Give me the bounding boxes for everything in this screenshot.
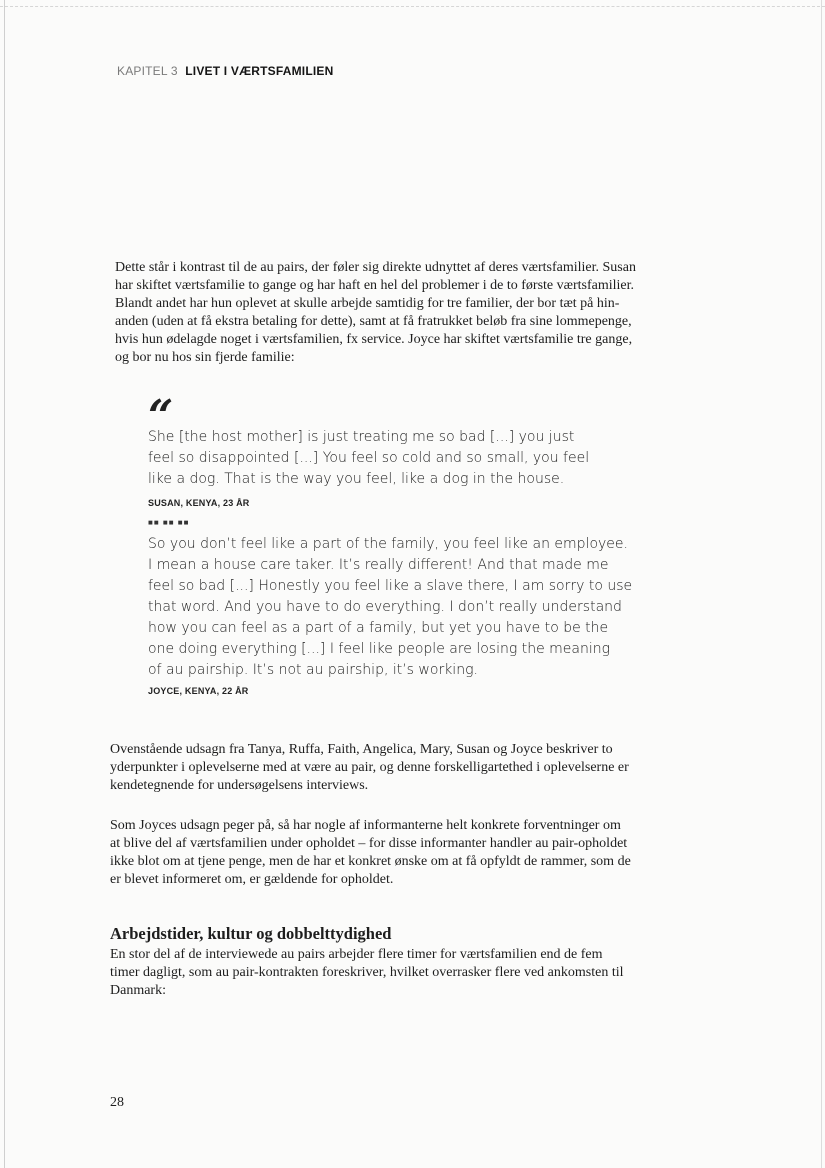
quote-susan <box>148 427 628 490</box>
text-line: at blive del af værtsfamilien under opholdet – for disse informanter handler au pair-opholdet <box>110 836 628 851</box>
text-line: kendetegnende for undersøgelsens interviews. <box>110 778 369 793</box>
intro-paragraph <box>115 259 697 367</box>
text-line: timer dagligt, som au pair-kontrakten foreskriver, hvilket overrasker flere ved ankomsten til <box>110 965 624 980</box>
paragraph-working-hours <box>110 946 692 1000</box>
scan-border-right <box>821 0 822 1168</box>
quote-separator: ■■ ■■ ■■ <box>148 518 190 527</box>
quote-attribution-joyce: JOYCE, KENYA, 22 ÅR <box>148 686 249 696</box>
text-line: Som Joyces udsagn peger på, så har nogle af informanterne helt konkrete forventninger om <box>110 818 621 833</box>
quote-line: feel so bad [...] Honestly you feel like a slave there, I am sorry to use <box>148 578 633 594</box>
text-line: yderpunkter i oplevelserne med at være au pair, og denne forskelligartethed i oplevelserne er <box>110 760 629 775</box>
quote-line: feel so disappointed [...] You feel so cold and so small, you feel <box>148 450 590 466</box>
text-line: En stor del af de interviewede au pairs arbejder flere timer for værtsfamilien end de fem <box>110 947 603 962</box>
quote-attribution-susan: SUSAN, KENYA, 23 ÅR <box>148 498 250 508</box>
text-line: og bor nu hos sin fjerde familie: <box>115 350 295 365</box>
text-line: har skiftet værtsfamilie to gange og har haft en hel del problemer i de to første værtsfamilier. <box>115 278 635 293</box>
paragraph-summary <box>110 741 692 795</box>
quote-joyce <box>148 534 633 681</box>
quote-line: I mean a house care taker. It’s really different! And that made me <box>148 557 609 573</box>
quote-line: So you don’t feel like a part of the family, you feel like an employee. <box>148 536 628 552</box>
page-number: 28 <box>110 1095 124 1110</box>
scan-border-left <box>4 0 5 1168</box>
text-line: Blandt andet har hun oplevet at skulle arbejde samtidig for tre familier, der bor tæt på hin- <box>115 296 620 311</box>
quote-line: that word. And you have to do everything. I don’t really understand <box>148 599 622 615</box>
quote-line: like a dog. That is the way you feel, like a dog in the house. <box>148 471 565 487</box>
text-line: Danmark: <box>110 983 166 998</box>
quote-line: how you can feel as a part of a family, but yet you have to be the <box>148 620 609 636</box>
running-header <box>117 64 333 78</box>
quote-mark-icon: “ <box>148 391 174 442</box>
text-line: Ovenstående udsagn fra Tanya, Ruffa, Faith, Angelica, Mary, Susan og Joyce beskriver to <box>110 742 613 757</box>
quote-line: of au pairship. It’s not au pairship, it’s working. <box>148 662 478 678</box>
chapter-title: LIVET I VÆRTSFAMILIEN <box>185 64 334 78</box>
quote-line: one doing everything [...] I feel like people are losing the meaning <box>148 641 610 657</box>
chapter-label: KAPITEL 3 <box>117 64 178 78</box>
text-line: anden (uden at få ekstra betaling for dette), samt at få fratrukket beløb fra sine lommepenge, <box>115 314 632 329</box>
quote-line: She [the host mother] is just treating me so bad [...] you just <box>148 429 575 445</box>
text-line: er blevet informeret om, er gældende for opholdet. <box>110 872 394 887</box>
scan-border-top <box>0 0 825 7</box>
text-line: ikke blot om at tjene penge, men de har et konkret ønske om at få opfyldt de rammer, som de <box>110 854 631 869</box>
text-line: Dette står i kontrast til de au pairs, der føler sig direkte udnyttet af deres værtsfamilier. Susan <box>115 260 636 275</box>
paragraph-expectations <box>110 817 692 889</box>
section-heading: Arbejdstider, kultur og dobbelttydighed <box>110 924 392 943</box>
text-line: hvis hun ødelagde noget i værtsfamilien, fx service. Joyce har skiftet værtsfamilie tre gange, <box>115 332 633 347</box>
